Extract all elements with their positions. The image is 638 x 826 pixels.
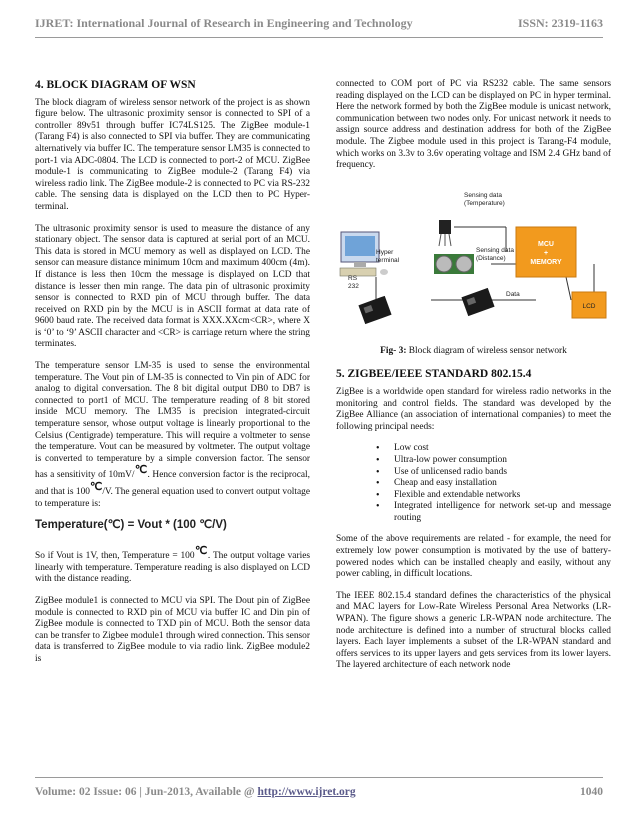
paragraph: ZigBee is a worldwide open standard for wireless radio networks in the monitoring and control fields. The standard was developed by the ZigBee Alliance (an association of international companies) to meet the following principal needs: [336, 386, 611, 432]
list-item: • Ultra-low power consumption [394, 455, 611, 467]
page-header [35, 12, 603, 34]
paragraph: The IEEE 802.15.4 standard defines the characteristics of the physical and MAC layers for Low-Rate Wireless Personal Area Networks (LR-WPAN). The figure shows a generic LR-WPAN node architecture. The node architecture is defined into a number of structural blocks called layers. Each layer implements a subset of the LR-WPAN standard and offers services to its upper layers and gets services from its lower layers. The layered architecture of each network node [336, 590, 611, 671]
celsius-symbol: ℃ [89, 481, 103, 494]
footer-divider [35, 777, 603, 778]
wsn-diagram [336, 182, 611, 342]
label-lcd: LCD [582, 302, 596, 310]
paragraph: Some of the above requirements are related - for example, the need for extremely low power consumption is motivated by the use of battery-powered nodes which can be installed cheaply and easily, without any power cabling, in difficult locations. [336, 534, 611, 580]
right-column [336, 79, 611, 682]
journal-title: IJRET: International Journal of Research in Engineering and Technology [35, 15, 413, 30]
page-number: 1040 [580, 786, 603, 798]
list-item: • Integrated intelligence for network set-up and message routing [394, 501, 611, 524]
paragraph: ZigBee module1 is connected to MCU via SPI. The Dout pin of ZigBee module is connected to RXD pin of MCU via buffer IC and Din pin of ZigBee module is connected to TXD pin of MCU. Both the sensor data can be transfer to Zigbee module1 through wired connection. This sensor data is transferred to ZigBee module to via radio link. ZigBee module2 is [35, 595, 310, 664]
header-divider [35, 37, 603, 38]
figure-caption: Fig- 3: Block diagram of wireless sensor network [380, 345, 567, 356]
paragraph: So if Vout is 1V, then, Temperature = 100℃. The output voltage varies linearly with temperature. Temperature reading is also displayed on LCD with the distance reading. [35, 545, 311, 585]
celsius-symbol: ℃ [194, 545, 208, 558]
label-data: Data [506, 290, 520, 298]
list-item: • Low cost [394, 443, 611, 455]
section-heading-4: 4. BLOCK DIAGRAM OF WSN [35, 79, 196, 91]
footer-volume: Volume: 02 Issue: 06 | Jun-2013, Available @ [35, 786, 258, 798]
list-item: • Cheap and easy installation [394, 478, 611, 490]
paragraph: The temperature sensor LM-35 is used to sense the environmental temperature. The Vout pin of LM-35 is connected to Vin pin of ADC for analog to digital conversation. The 8 bit digital output DB0 to DB7 is connected to port1 of MCU. The temperature reading of 8 bit stored inside MCU memory. The LM35 is precision integrated-circuit temperature sensor, whose output voltage is linearly proportional to the Celsius (Centigrade) temperature. This will require a voltmeter to sense the temperature. Vout can be measured by voltmeter. The output voltage is converted to temperature by a simple conversion factor. The sensor has a sensitivity of 10mV/℃. Hence conversion factor is the reciprocal, and that is 100℃/V. The general equation used to convert output voltage to temperature is: [35, 361, 310, 509]
ultrasonic-sensor-icon [434, 254, 474, 274]
label-hyper-terminal: Hyper terminal [376, 248, 400, 264]
bullet-list [336, 443, 611, 524]
paragraph: connected to COM port of PC via RS232 cable. The same sensors reading displayed on the LCD can be displayed on PC in hyper terminal. Here the network formed by both the ZigBee module is unicast network, communication between two nodes only. For unicast network it needs to assign source address and destination address for both of the ZigBee module. The Zigbee module used in this project is Tarang-F4 module, which works on 3.3v to 3.6v operating voltage and ISM 2.4 GHz band of frequency. [336, 79, 611, 171]
page-footer [35, 782, 603, 802]
list-item: • Use of unlicensed radio bands [394, 467, 611, 479]
journal-link[interactable]: http://www.ijret.org [257, 786, 356, 798]
left-column [35, 80, 310, 676]
temperature-equation: Temperature(℃) = Vout * (100 ℃/V) [35, 519, 227, 532]
issn: ISSN: 2319-1163 [517, 15, 603, 30]
paragraph: The block diagram of wireless sensor network of the project is as shown figure below. The ultrasonic proximity sensor is connected to SPI of a controller 89v51 through buffer IC74LS125. The ZigBee module-1 (Tarang F4) is also connected to SPI via buffer. They are communicating alternatively via buffer IC. The temperature sensor LM35 is connected to port-1 via ADC-0804. The LCD is connected to port-2 of MCU. ZigBee module-1 is communicating to ZigBee module-2 (Tarang F4) via wireless radio link. The ZigBee module-2 is connected to PC via RS-232 cable. The sensing data is displayed on the LCD then to PC Hyper-terminal. [35, 97, 310, 212]
label-rs232: RS 232 [348, 274, 359, 290]
label-mcu: MCU + MEMORY [530, 240, 562, 266]
list-item: • Flexible and extendable networks [394, 490, 611, 502]
paragraph: The ultrasonic proximity sensor is used to measure the distance of any stationary object. The sensor data is captured at serial port of an MCU. This data is stored in MCU memory as well as displayed on LCD. The sensor can measure distance minimum 10cm and maximum 400cm (4m). If distance is less then 10cm the message is displayed on LCD that distance is lesser then min range. The data pin of ultrasonic proximity sensor is connected to RXD pin of MCU through buffer. The data received on RXD pin by the MCU is in ASCII format at data rate of 9600 baud rate. The received data format is XXX.XXcm<CR>, where X is ‘0’ to ‘9’ ASCII character and <CR> is carriage return where the string terminates. [35, 223, 310, 350]
section-heading-5: 5. ZIGBEE/IEEE STANDARD 802.15.4 [336, 368, 532, 381]
zigbee-module-icon [461, 288, 494, 316]
label-sensing-distance: Sensing data (Distance) [476, 246, 514, 262]
label-sensing-temperature: Sensing data (Temperature) [464, 191, 505, 207]
zigbee-module-icon [358, 296, 391, 324]
block-diagram-figure [336, 182, 611, 342]
celsius-symbol: ℃ [134, 464, 148, 477]
temperature-sensor-icon [439, 220, 451, 246]
